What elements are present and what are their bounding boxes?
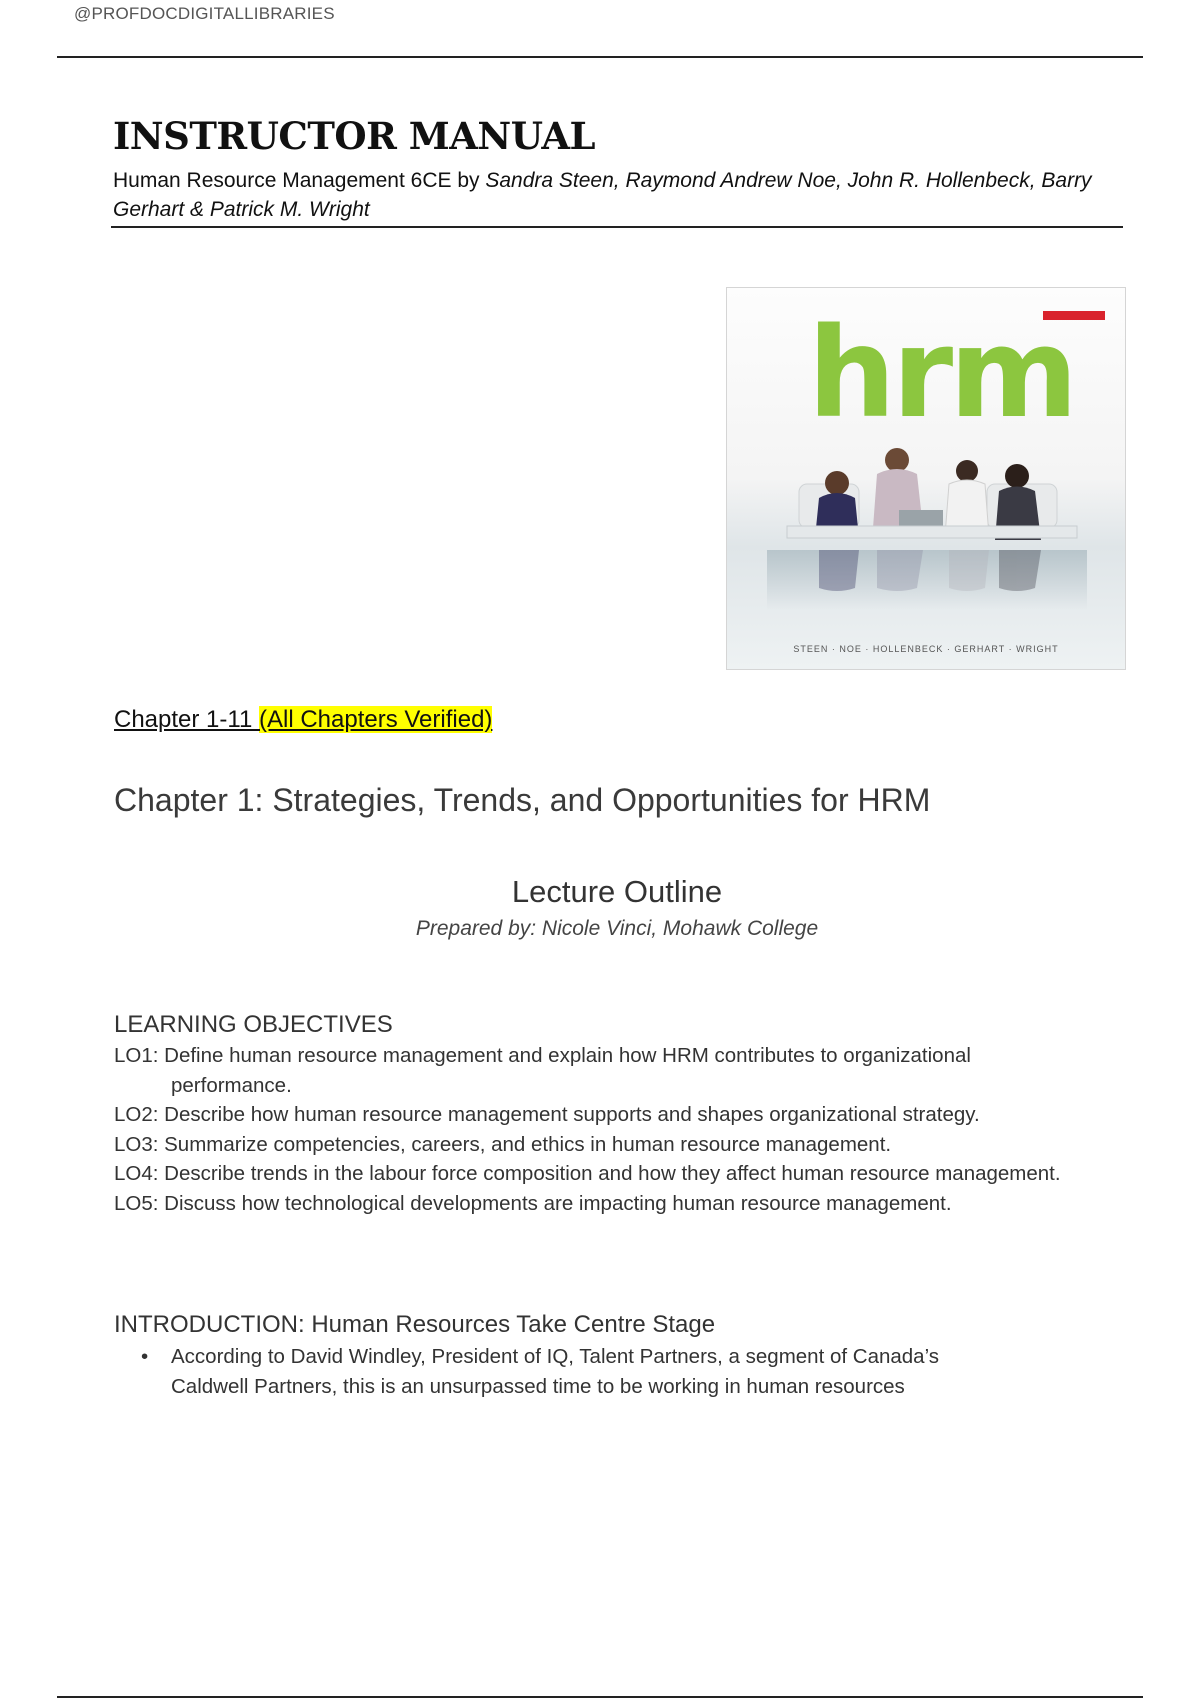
book-cover-image — [726, 287, 1126, 670]
manual-title: INSTRUCTOR MANUAL — [113, 114, 596, 158]
cover-authors-strip: STEEN · NOE · HOLLENBECK · GERHART · WRIGHT — [793, 644, 1059, 654]
introduction-heading: INTRODUCTION: Human Resources Take Centre Stage — [114, 1311, 716, 1338]
book-citation — [113, 166, 1103, 224]
list-item — [141, 1342, 1021, 1402]
bullet-text: According to David Windley, President of IQ, Talent Partners, a segment of Canada’s Caldwell Partners, this is an unsurpassed time to be working in human resources — [171, 1345, 940, 1398]
list-item: LO4: Describe trends in the labour force composition and how they affect human resource management. — [114, 1162, 1061, 1185]
list-item: LO3: Summarize competencies, careers, and ethics in human resource management. — [114, 1132, 892, 1156]
lecture-outline-title: Lecture Outline — [511, 874, 723, 909]
chapter-range-label — [114, 706, 492, 734]
bullet-icon: • — [141, 1345, 149, 1368]
introduction-bullets — [141, 1342, 1021, 1402]
book-authors: Sandra Steen, Raymond Andrew Noe, John R. Hollenbeck, Barry Gerhart & Patrick M. Wright — [113, 169, 1092, 221]
learning-objectives-list — [114, 1041, 1074, 1218]
cover-people-illustration — [727, 288, 1125, 669]
header-rule — [57, 56, 1143, 58]
list-item: LO2: Describe how human resource management supports and shapes organizational strategy. — [114, 1103, 980, 1126]
book-title: Human Resource Management 6CE by — [113, 169, 486, 192]
chapter-verified-highlight: (All Chapters Verified) — [258, 706, 493, 733]
title-rule — [111, 226, 1123, 228]
learning-objectives-heading: LEARNING OBJECTIVES — [114, 1011, 393, 1038]
chapter-range-text: Chapter 1-11 — [114, 706, 259, 733]
watermark-text: @PROFDOCDIGITALLIBRARIES — [74, 4, 335, 23]
cover-logo: hrm — [807, 302, 1075, 446]
list-item: LO1: Define human resource management and explain how HRM contributes to organizational performance. — [114, 1044, 971, 1097]
chapter-title: Chapter 1: Strategies, Trends, and Opportunities for HRM — [114, 782, 931, 818]
list-item: LO5: Discuss how technological developments are impacting human resource management. — [114, 1191, 952, 1215]
footer-rule — [57, 1696, 1143, 1698]
prepared-by-line: Prepared by: Nicole Vinci, Mohawk College — [415, 917, 819, 940]
